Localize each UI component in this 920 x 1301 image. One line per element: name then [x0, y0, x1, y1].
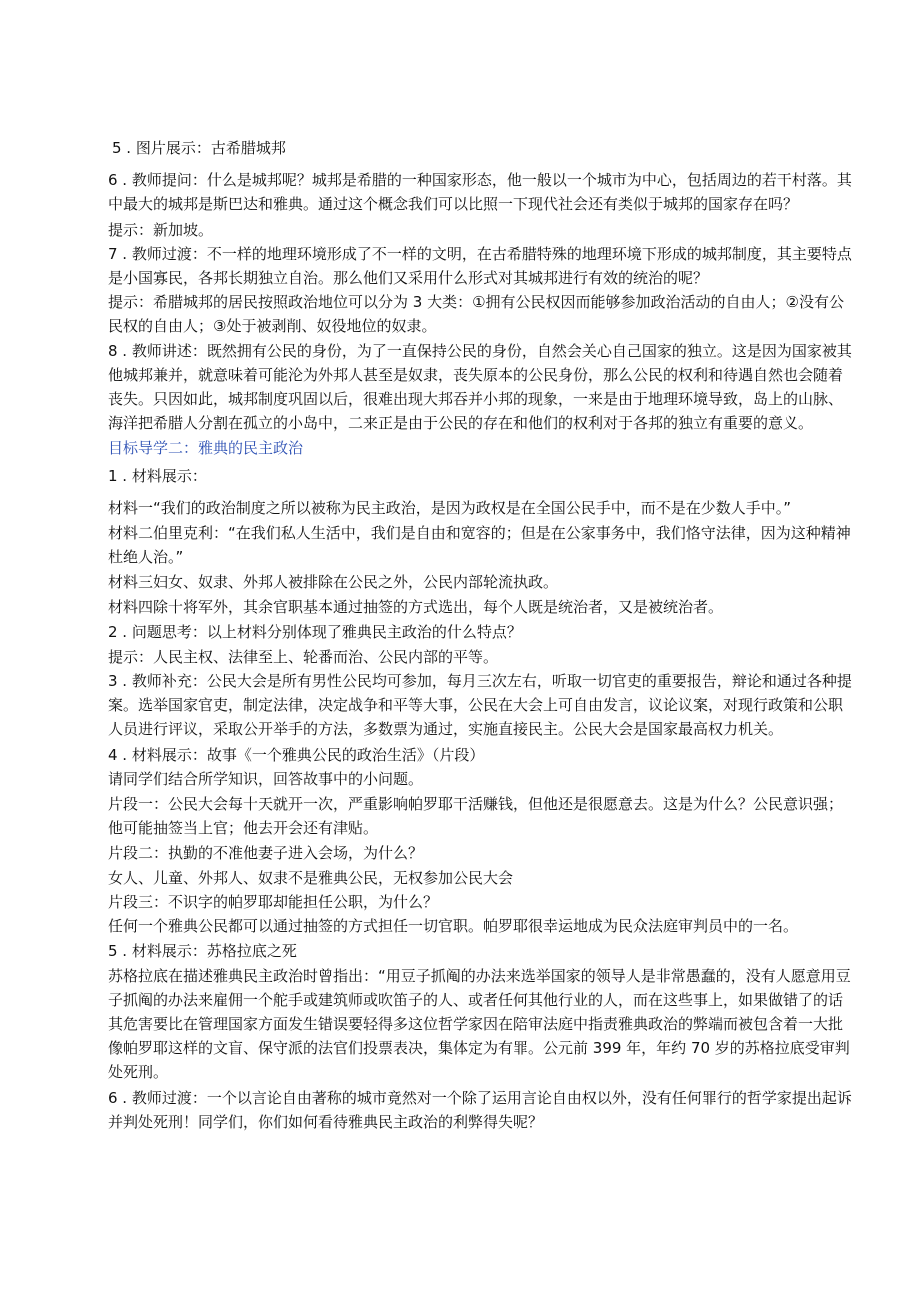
para-teacher-question: 6 . 教师提问：什么是城邦呢？城邦是希腊的一种国家形态，他一般以一个城市为中心，包括周边的若干村落。其中最大的城邦是斯巴达和雅典。通过这个概念我们可以比照一下现代社会还有类似于城邦的国家存在吗？	[108, 171, 852, 213]
para-hint-classes: 提示：希腊城邦的居民按照政治地位可以分为 3 大类：①拥有公民权因而能够参加政治活动的自由人；②没有公民权的自由人；③处于被剥削、奴役地位的奴隶。	[108, 293, 844, 335]
para-material-four: 材料四除十将军外，其余官职基本通过抽签的方式选出，每个人既是统治者，又是被统治者。	[108, 598, 724, 616]
para-answer-prompt: 请同学们结合所学知识，回答故事中的小问题。	[108, 770, 424, 788]
para-teacher-supplement: 3 . 教师补充：公民大会是所有男性公民均可参加，每月三次左右，听取一切官吏的重要报告，辩论和通过各种提案。选举国家官吏，制定法律，决定战争和平等大事，公民在大会上可自由发言，议论议案，对现行政策和公职人员进行评议，采取公开举手的方法，多数票为通过，实施直接民主。公民大会是国家最高权力机关。	[108, 672, 852, 738]
para-segment-three-answer: 任何一个雅典公民都可以通过抽签的方式担任一切官职。帕罗耶很幸运地成为民众法庭审判员中的一名。	[108, 917, 799, 935]
para-teacher-narration: 8 . 教师讲述：既然拥有公民的身份，为了一直保持公民的身份，自然会关心自己国家的独立。这是因为国家被其他城邦兼并，就意味着可能沦为外邦人甚至是奴隶，丧失原本的公民身份，那么公民的权利和待遇自然也会随着丧失。只因如此，城邦制度巩固以后，很难出现大邦吞并小邦的现象，一来是由于地理环境导致，岛上的山脉、海洋把希腊人分割在孤立的小岛中，二来正是由于公民的存在和他们的权利对于各邦的独立有重要的意义。	[108, 342, 852, 432]
para-socrates-heading: 5 . 材料展示：苏格拉底之死	[108, 942, 297, 960]
para-material-three: 材料三妇女、奴隶、外邦人被排除在公民之外，公民内部轮流执政。	[108, 573, 559, 591]
para-story-display: 4 . 材料展示：故事《一个雅典公民的政治生活》（片段）	[108, 746, 485, 764]
section-heading-goal-two: 目标导学二：雅典的民主政治	[108, 439, 304, 457]
para-picture-display: 5 . 图片展示：古希腊城邦	[112, 139, 286, 157]
para-segment-three: 片段三：不识字的帕罗耶却能担任公职，为什么？	[108, 893, 439, 911]
para-segment-two-answer: 女人、儿童、外邦人、奴隶不是雅典公民，无权参加公民大会	[108, 869, 514, 887]
para-final-transition: 6 . 教师过渡：一个以言论自由著称的城市竟然对一个除了运用言论自由权以外，没有任何罪行的哲学家提出起诉并判处死刑！同学们，你们如何看待雅典民主政治的利弊得失呢？	[108, 1089, 852, 1131]
para-segment-two: 片段二：执勤的不准他妻子进入会场，为什么？	[108, 844, 424, 862]
para-material-display: 1 . 材料展示：	[108, 467, 207, 485]
para-socrates-text: 苏格拉底在描述雅典民主政治时曾指出：“用豆子抓阄的办法来选举国家的领导人是非常愚蠢的，没有人愿意用豆子抓阄的办法来雇佣一个舵手或建筑师或吹笛子的人、或者任何其他行业的人，而在这些事上，如果做错了的话其危害要比在管理国家方面发生错误要轻得多这位哲学家因在陪审法庭中指责雅典政治的弊端而被包含着一大批像帕罗耶这样的文盲、保守派的法官们投票表决，集体定为有罪。公元前 399 年，年约 70 岁的苏格拉底受审判处死刑。	[108, 967, 851, 1081]
para-material-one: 材料一“我们的政治制度之所以被称为民主政治，是因为政权是在全国公民手中，而不是在少数人手中。”	[108, 499, 792, 517]
para-question-thinking: 2 . 问题思考：以上材料分别体现了雅典民主政治的什么特点？	[108, 623, 522, 641]
para-teacher-transition: 7 . 教师过渡：不一样的地理环境形成了不一样的文明，在古希腊特殊的地理环境下形成的城邦制度，其主要特点是小国寡民，各邦长期独立自治。那么他们又采用什么形式对其城邦进行有效的统治的呢？	[108, 245, 852, 287]
para-segment-one: 片段一：公民大会每十天就开一次，严重影响帕罗耶干活赚钱，但他还是很愿意去。这是为什么？公民意识强；他可能抽签当上官；他去开会还有津贴。	[108, 795, 844, 837]
para-hint-features: 提示：人民主权、法律至上、轮番而治、公民内部的平等。	[108, 648, 499, 666]
para-hint-singapore: 提示：新加坡。	[108, 221, 214, 239]
para-material-two: 材料二伯里克利：“在我们私人生活中，我们是自由和宽容的；但是在公家事务中，我们恪守法律，因为这种精神杜绝人治。”	[108, 524, 851, 566]
